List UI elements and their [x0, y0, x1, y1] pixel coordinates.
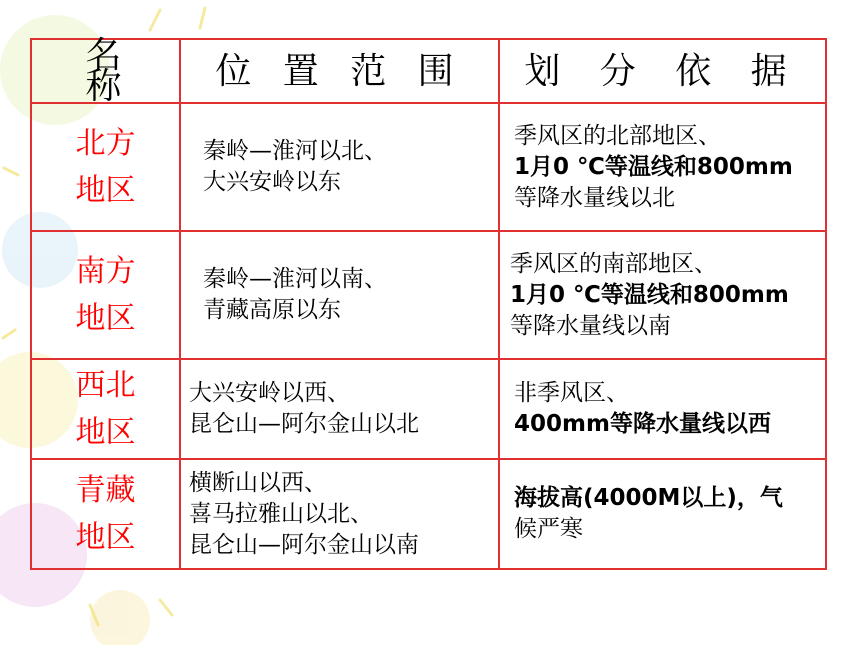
- basis-line: 等降水量线以南: [510, 312, 671, 339]
- region-name-line: 西北: [75, 368, 136, 403]
- range-line: 昆仑山—阿尔金山以南: [189, 531, 419, 558]
- table-row: [31, 231, 826, 359]
- region-name-line: 北方: [75, 126, 136, 161]
- header-name: 名 称: [31, 39, 180, 103]
- region-name-line: 青藏: [75, 473, 136, 508]
- table-row: [31, 459, 826, 569]
- range-line: 秦岭—淮河以北、: [203, 138, 387, 164]
- range-line: 大兴安岭以西、: [189, 380, 350, 406]
- region-name-cell: [31, 231, 180, 359]
- basis-line: 等降水量线以北: [514, 184, 675, 211]
- range-line: 秦岭—淮河以南、: [203, 266, 387, 292]
- region-name-line: 地区: [75, 301, 136, 336]
- basis-line: 候严寒: [514, 516, 583, 542]
- basis-line: 1月0 ℃等温线和800mm: [510, 281, 789, 308]
- basis-line: 季风区的北部地区、: [514, 122, 721, 149]
- basis-cell: [499, 103, 826, 231]
- basis-line: 400mm等降水量线以西: [514, 411, 771, 437]
- header-basis: 划 分 依 据: [499, 39, 826, 103]
- region-name-cell: [31, 359, 180, 459]
- region-name-cell: [31, 459, 180, 569]
- basis-cell: [499, 359, 826, 459]
- table-row: [31, 103, 826, 231]
- region-name-line: 南方: [75, 254, 136, 289]
- range-line: 横断山以西、: [189, 469, 327, 496]
- table-row: [31, 359, 826, 459]
- range-cell: [180, 359, 499, 459]
- basis-line: 非季风区、: [514, 380, 629, 406]
- regions-table: [30, 35, 827, 570]
- basis-line: 1月0 ℃等温线和800mm: [514, 153, 793, 180]
- basis-line: 季风区的南部地区、: [510, 250, 717, 277]
- header-row: [31, 39, 826, 103]
- range-cell: [180, 459, 499, 569]
- basis-line: 海拔高(4000M以上)，气: [514, 485, 783, 511]
- region-name-line: 地区: [75, 173, 136, 208]
- region-name-line: 地区: [75, 415, 136, 450]
- range-cell: [180, 231, 499, 359]
- basis-cell: [499, 459, 826, 569]
- region-name-cell: [31, 103, 180, 231]
- header-range: 位 置 范 围: [180, 39, 499, 103]
- range-line: 大兴安岭以东: [203, 169, 341, 195]
- basis-cell: [499, 231, 826, 359]
- region-name-line: 地区: [75, 520, 136, 555]
- range-cell: [180, 103, 499, 231]
- range-line: 青藏高原以东: [203, 297, 341, 323]
- range-line: 喜马拉雅山以北、: [189, 500, 373, 527]
- range-line: 昆仑山—阿尔金山以北: [189, 411, 419, 437]
